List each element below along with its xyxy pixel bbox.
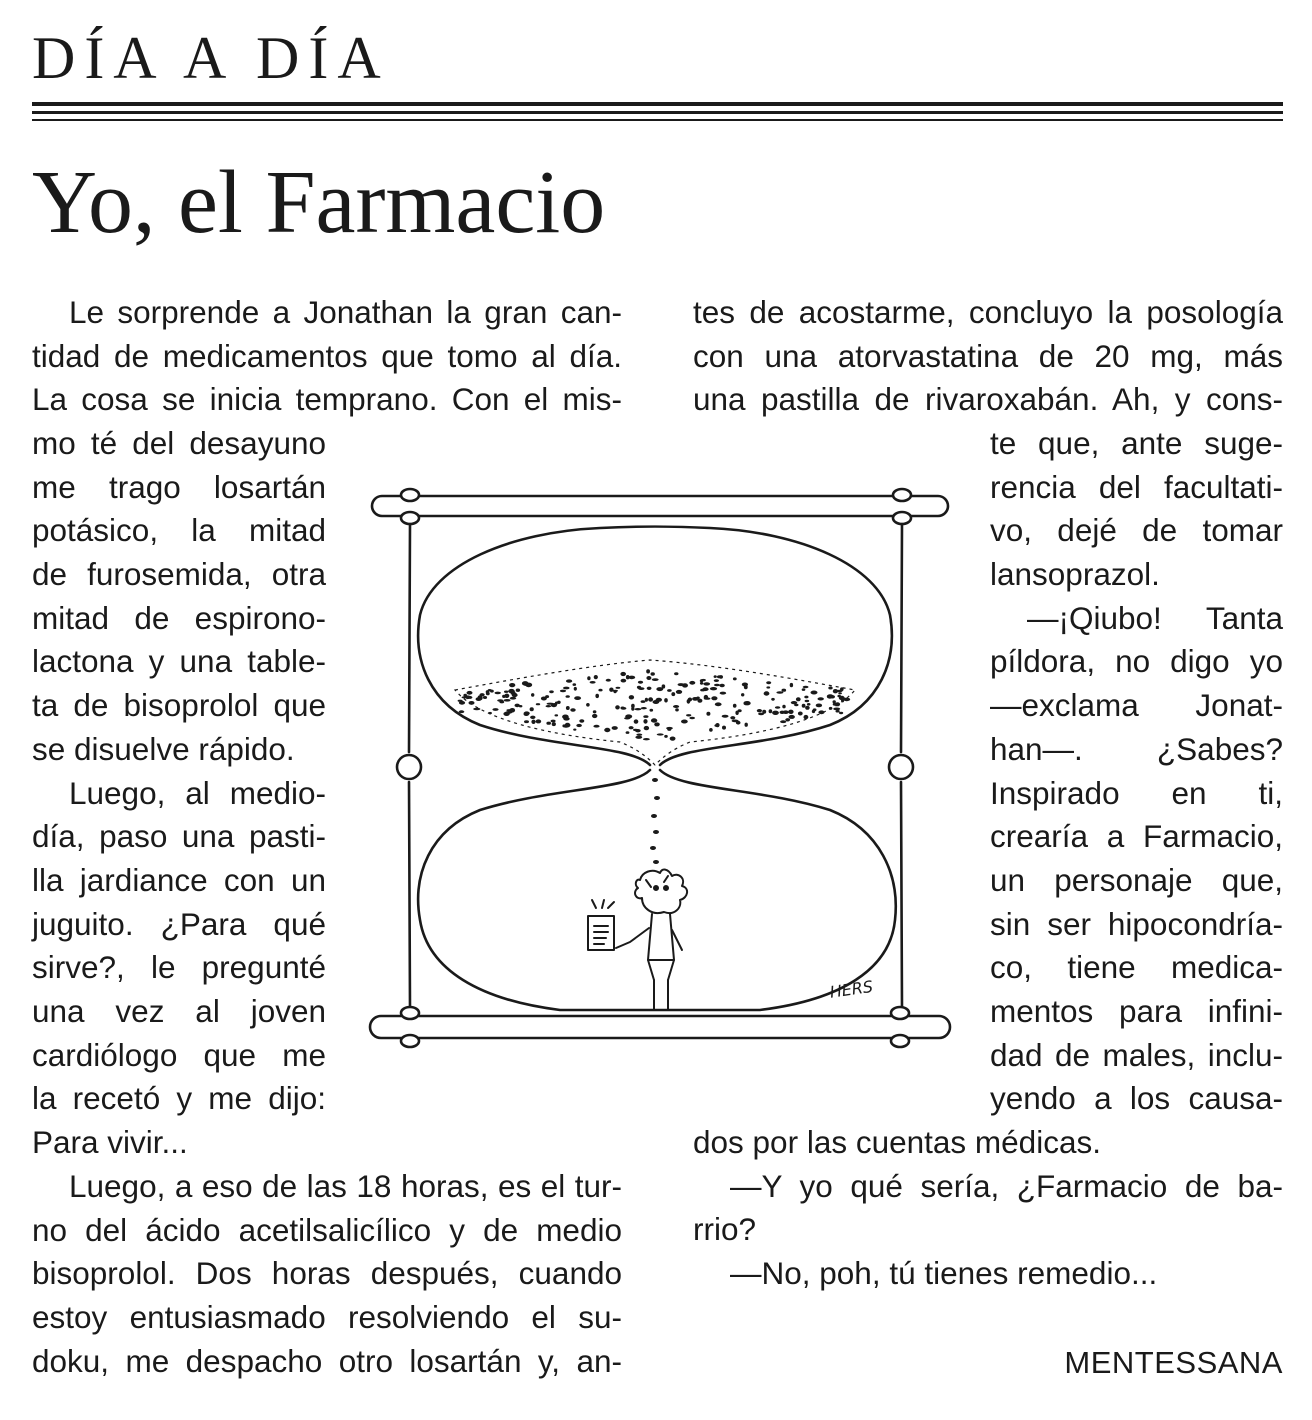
- body-line: una pastilla de rivaroxabán. Ah, y cons-: [693, 381, 1283, 418]
- body-line: La cosa se inicia temprano. Con el mis-: [32, 381, 622, 418]
- pill: [687, 699, 691, 704]
- header-rule: [32, 111, 1283, 114]
- pill: [459, 710, 465, 713]
- knob: [401, 1007, 419, 1019]
- pill: [504, 699, 511, 702]
- pill: [651, 672, 655, 675]
- pill: [700, 679, 704, 682]
- body-line: lansoprazol.: [990, 556, 1160, 593]
- pill: [667, 689, 672, 692]
- pill: [650, 709, 654, 712]
- pill: [769, 709, 773, 713]
- pill: [788, 710, 793, 714]
- body-line: potásico, la mitad: [32, 512, 326, 549]
- pill: [706, 712, 710, 716]
- knob: [401, 489, 419, 501]
- pill: [656, 687, 663, 691]
- pill: [492, 708, 498, 711]
- pill: [595, 694, 599, 698]
- pill: [467, 691, 473, 695]
- pill: [598, 689, 602, 692]
- pill: [547, 703, 554, 705]
- body-line: rencia del facultati-: [990, 468, 1283, 505]
- pill: [576, 724, 582, 727]
- pill: [719, 684, 724, 687]
- pill: [804, 715, 809, 719]
- body-line: co, tiene medica-: [990, 949, 1283, 986]
- pill: [644, 726, 649, 730]
- pill: [711, 696, 717, 700]
- pill: [772, 711, 779, 715]
- pill: [654, 722, 660, 726]
- pill: [682, 683, 688, 687]
- pill: [651, 718, 657, 722]
- body-line: estoy entusiasmado resolviendo el su-: [32, 1299, 622, 1336]
- pill: [629, 695, 634, 699]
- pill: [574, 696, 581, 700]
- pill: [519, 705, 523, 707]
- header-rule: [32, 119, 1283, 121]
- pill: [536, 719, 542, 723]
- pill: [604, 728, 610, 732]
- pill: [709, 728, 713, 732]
- pill: [835, 702, 840, 706]
- col2-bottom-block: [693, 1121, 1283, 1296]
- pill: [805, 706, 810, 710]
- pill: [495, 692, 501, 695]
- pill: [837, 695, 841, 698]
- pill: [560, 690, 566, 693]
- pill: [803, 686, 809, 689]
- rod-bead: [397, 755, 421, 779]
- pill: [646, 669, 650, 673]
- pill: [714, 724, 718, 727]
- pill: [843, 698, 850, 702]
- pill: [566, 706, 570, 710]
- pill: [766, 681, 771, 684]
- pill: [804, 696, 808, 699]
- pill: [836, 710, 840, 713]
- pill: [733, 677, 737, 680]
- pill: [579, 719, 584, 722]
- pill: [722, 715, 729, 718]
- pill: [616, 687, 621, 689]
- col1-bottom-block: [32, 1165, 622, 1383]
- header-rule: [32, 102, 1283, 106]
- pill: [473, 708, 480, 710]
- pill: [796, 697, 801, 701]
- pill: [509, 683, 515, 687]
- pill: [782, 689, 787, 692]
- body-line: mitad de espirono-: [32, 599, 326, 636]
- body-line: dos por las cuentas médicas.: [693, 1124, 1101, 1160]
- pill: [675, 708, 679, 711]
- pill: [676, 690, 682, 694]
- pill: [686, 714, 691, 716]
- body-line: Para vivir...: [32, 1124, 188, 1160]
- hourglass-bottom-bar: [370, 1016, 950, 1038]
- body-line: yendo a los causa-: [990, 1080, 1283, 1117]
- headline: Yo, el Farmacio: [32, 153, 606, 252]
- pill: [466, 696, 470, 699]
- body-line: —¡Qiubo! Tanta: [1027, 599, 1283, 636]
- pill: [689, 681, 695, 685]
- pill: [641, 707, 647, 709]
- pill: [530, 707, 534, 711]
- body-line: con una atorvastatina de 20 mg, más: [693, 337, 1283, 374]
- pill: [732, 720, 739, 723]
- pill: [671, 692, 675, 696]
- pill: [516, 689, 520, 692]
- pill: [510, 697, 516, 700]
- pill: [702, 687, 708, 691]
- pill: [633, 729, 638, 731]
- pill: [551, 720, 556, 723]
- pill: [744, 701, 751, 705]
- pill: [703, 682, 710, 685]
- pill: [566, 679, 572, 682]
- pill: [664, 735, 668, 738]
- knob: [893, 512, 911, 524]
- pill: [621, 679, 627, 683]
- pill: [570, 708, 575, 711]
- pill: [717, 675, 722, 678]
- col1-wrap-block: [32, 422, 326, 1165]
- pill: [664, 698, 668, 702]
- pill: [480, 693, 485, 696]
- pill: [758, 713, 764, 716]
- pill: [681, 720, 688, 724]
- pill: [546, 705, 552, 707]
- pill: [522, 681, 529, 686]
- pill: [648, 697, 653, 701]
- pill: [573, 683, 577, 686]
- pill: [833, 708, 840, 711]
- body-line: tes de acostarme, concluyo la posología: [693, 294, 1283, 330]
- pill: [626, 675, 630, 679]
- col2-wrap-block: [990, 422, 1283, 1121]
- body-line: sin ser hipocondría-: [990, 905, 1283, 942]
- pill-pile: [455, 660, 855, 765]
- pill: [531, 720, 535, 724]
- knob: [891, 1035, 909, 1047]
- pill: [592, 714, 597, 718]
- pill: [555, 702, 558, 704]
- hourglass-top-bar: [372, 496, 948, 516]
- pill: [555, 714, 559, 716]
- pill: [549, 690, 554, 693]
- pill: [798, 712, 803, 716]
- pill: [621, 707, 625, 710]
- pill: [504, 694, 509, 698]
- pill: [722, 726, 726, 730]
- knob: [893, 489, 911, 501]
- pill: [626, 731, 630, 734]
- pill: [459, 701, 465, 705]
- pill: [818, 710, 824, 714]
- pill: [590, 681, 596, 684]
- pill: [656, 698, 662, 702]
- pill: [593, 725, 599, 728]
- body-line: —No, poh, tú tienes remedio...: [730, 1255, 1158, 1292]
- pill: [704, 697, 711, 699]
- pill: [504, 691, 508, 693]
- col1-top-block: [32, 291, 622, 422]
- pill: [469, 701, 475, 705]
- body-line: me trago losartán: [32, 468, 326, 505]
- pill: [563, 717, 569, 721]
- pill: [574, 687, 577, 691]
- body-line: ta de bisoprolol que: [32, 687, 326, 724]
- pill: [624, 717, 630, 719]
- pill: [545, 695, 549, 698]
- pill: [587, 676, 590, 680]
- pill: [782, 705, 785, 709]
- pill: [730, 716, 735, 719]
- pill: [643, 715, 648, 718]
- body-line: crearía a Farmacio,: [990, 818, 1283, 855]
- pill: [828, 687, 832, 690]
- body-line: cardiólogo que me: [32, 1036, 326, 1073]
- pill: [674, 672, 678, 675]
- pill: [636, 734, 642, 736]
- body-line: lla jardiance con un: [32, 861, 326, 898]
- pill: [652, 678, 659, 681]
- pill: [805, 700, 810, 702]
- pill: [745, 723, 748, 727]
- body-line: Le sorprende a Jonathan la gran can-: [69, 294, 622, 330]
- pill: [635, 736, 642, 739]
- section-label: DÍA A DÍA: [32, 25, 390, 91]
- pill: [735, 711, 738, 715]
- pill: [536, 703, 540, 705]
- pill: [667, 727, 671, 731]
- body-line: te que, ante suge-: [990, 425, 1283, 461]
- pill: [586, 703, 590, 707]
- body-line: dad de males, inclu-: [990, 1036, 1283, 1073]
- pill: [790, 683, 793, 687]
- little-man: [588, 870, 687, 1010]
- pill: [637, 686, 641, 689]
- pill: [646, 676, 651, 680]
- pill: [689, 717, 695, 719]
- body-line: Inspirado en ti,: [990, 774, 1283, 811]
- pill: [757, 709, 762, 712]
- pill: [510, 708, 516, 713]
- body-line: mentos para infini-: [990, 992, 1283, 1029]
- pill: [700, 682, 703, 685]
- pill: [789, 715, 795, 719]
- knob: [401, 1035, 419, 1047]
- pill: [631, 707, 634, 711]
- body-line: sirve?, le pregunté: [32, 949, 326, 986]
- pill: [546, 722, 551, 725]
- pill: [715, 702, 722, 706]
- body-line: de furosemida, otra: [32, 556, 326, 593]
- pill: [641, 700, 646, 703]
- knob: [401, 512, 419, 524]
- body-line: se disuelve rápido.: [32, 730, 295, 767]
- pill: [594, 675, 598, 679]
- body-line: un personaje que,: [990, 861, 1283, 898]
- pill: [766, 686, 770, 688]
- col2-top-block: [693, 291, 1283, 422]
- pill: [531, 693, 534, 697]
- pill: [635, 708, 642, 710]
- pill: [818, 697, 824, 700]
- pill: [643, 738, 650, 740]
- pill: [816, 704, 822, 708]
- pill: [742, 683, 748, 687]
- pill: [647, 687, 652, 690]
- body-line: han—. ¿Sabes?: [990, 730, 1283, 767]
- pill: [573, 729, 576, 731]
- pill: [771, 698, 775, 701]
- pill: [629, 726, 634, 729]
- body-line: tidad de medicamentos que tomo al día.: [32, 337, 622, 374]
- pill: [488, 689, 492, 691]
- pill: [813, 708, 817, 711]
- pill: [552, 722, 556, 726]
- pill: [775, 706, 780, 708]
- pill: [785, 718, 790, 721]
- pill: [839, 712, 843, 714]
- body-line: día, paso una pasti-: [32, 818, 326, 855]
- pill: [524, 711, 530, 715]
- hourglass-illustration: [360, 480, 960, 1055]
- body-line: Luego, al medio-: [69, 774, 326, 811]
- body-line: juguito. ¿Para qué: [32, 905, 326, 942]
- pill: [802, 688, 806, 691]
- body-line: lactona y una table-: [32, 643, 326, 680]
- pill: [483, 696, 487, 699]
- pill: [634, 719, 639, 723]
- body-line: doku, me despacho otro losartán y, an-: [32, 1342, 622, 1379]
- pill: [833, 689, 838, 693]
- byline: MENTESSANA: [1064, 1345, 1283, 1380]
- pill: [776, 691, 783, 694]
- pill: [497, 699, 503, 701]
- pill: [564, 725, 569, 728]
- pill: [764, 691, 770, 695]
- pill: [829, 707, 833, 710]
- pill: [714, 684, 720, 687]
- body-line: bisoprolol. Dos horas después, cuando: [32, 1255, 622, 1292]
- body-line: vo, dejé de tomar: [990, 512, 1283, 549]
- pill: [807, 703, 811, 706]
- knob: [891, 1007, 909, 1019]
- body-line: mo té del desayuno: [32, 425, 326, 461]
- artist-signature: HERS: [828, 976, 875, 1002]
- pill: [606, 679, 611, 682]
- pill: [780, 720, 786, 723]
- pill: [643, 719, 647, 724]
- body-line: —exclama Jonat-: [990, 687, 1283, 724]
- pill: [638, 681, 643, 684]
- body-line: una vez al joven: [32, 992, 326, 1029]
- pill: [508, 689, 514, 693]
- pill: [714, 679, 719, 682]
- pill: [811, 691, 818, 695]
- pill: [524, 720, 529, 723]
- pill: [488, 712, 492, 714]
- pill: [802, 704, 806, 708]
- pill: [620, 672, 626, 676]
- pill: [593, 710, 597, 713]
- body-line: no del ácido acetilsalicílico y de medio: [32, 1211, 622, 1248]
- pill: [486, 692, 490, 695]
- pill: [657, 733, 664, 735]
- pill: [783, 710, 789, 714]
- rod-bead: [889, 755, 913, 779]
- pill: [841, 698, 844, 702]
- pill: [720, 692, 726, 695]
- body-line: Luego, a eso de las 18 horas, es el tur-: [69, 1168, 622, 1204]
- pill: [670, 737, 676, 741]
- pill: [714, 675, 717, 678]
- body-line: la recetó y me dijo:: [32, 1080, 326, 1117]
- pill: [733, 704, 737, 708]
- pill: [563, 687, 570, 690]
- pill: [791, 701, 797, 704]
- pill: [697, 699, 702, 703]
- pill: [503, 712, 509, 716]
- body-line: —Y yo qué sería, ¿Farmacio de ba-: [730, 1167, 1283, 1204]
- falling-pills: [650, 778, 660, 864]
- pill: [566, 695, 570, 698]
- pill: [615, 705, 620, 709]
- pill: [710, 687, 717, 690]
- pill: [612, 690, 618, 692]
- glass-top: [418, 527, 892, 766]
- pill: [673, 705, 679, 708]
- body-line: píldora, no digo yo: [990, 643, 1283, 680]
- pill: [741, 693, 744, 696]
- body-line: rrio?: [693, 1211, 757, 1248]
- pill: [827, 695, 833, 699]
- pill: [530, 716, 535, 719]
- pill: [612, 726, 618, 730]
- pill: [838, 692, 842, 694]
